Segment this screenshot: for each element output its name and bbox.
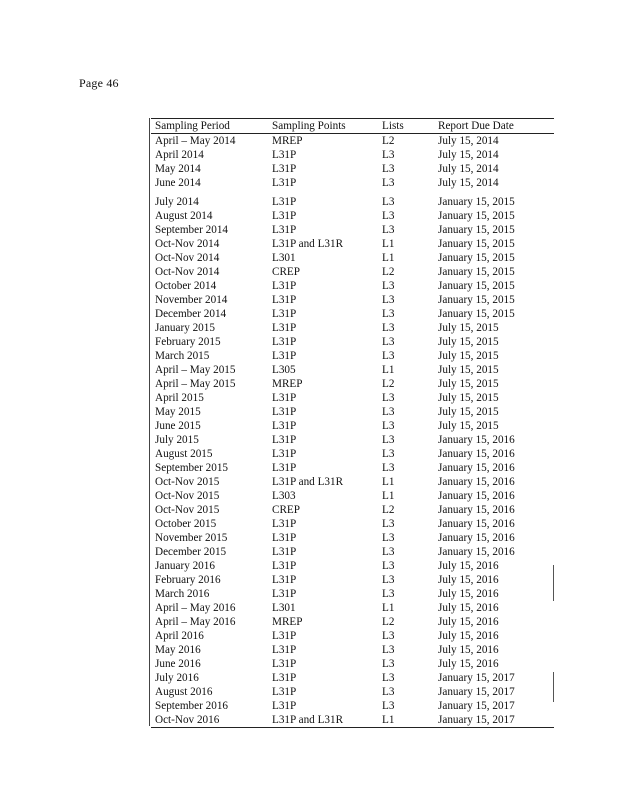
sampling-period-cell: April 2015 bbox=[155, 392, 204, 404]
report-due-date-cell: January 15, 2015 bbox=[438, 294, 515, 306]
lists-cell: L3 bbox=[382, 658, 395, 670]
report-due-date-cell: January 15, 2015 bbox=[438, 266, 515, 278]
sampling-period-cell: August 2015 bbox=[155, 448, 213, 460]
sampling-period-cell: May 2014 bbox=[155, 163, 201, 175]
lists-cell: L3 bbox=[382, 406, 395, 418]
lists-cell: L2 bbox=[382, 266, 395, 278]
lists-cell: L3 bbox=[382, 322, 395, 334]
sampling-points-cell: CREP bbox=[272, 504, 300, 516]
sampling-period-cell: August 2016 bbox=[155, 686, 213, 698]
sampling-period-cell: October 2015 bbox=[155, 518, 217, 530]
lists-cell: L1 bbox=[378, 713, 434, 728]
lists-cell: L3 bbox=[382, 644, 395, 656]
report-due-date-cell: January 15, 2016 bbox=[438, 476, 515, 488]
sampling-period-cell: December 2015 bbox=[155, 546, 227, 558]
table-row bbox=[151, 573, 554, 587]
table-row bbox=[151, 209, 554, 223]
sampling-period-cell: June 2014 bbox=[155, 177, 201, 189]
lists-cell: L3 bbox=[382, 210, 395, 222]
sampling-period-cell: July 2015 bbox=[155, 434, 199, 446]
lists-cell: L3 bbox=[382, 224, 395, 236]
table-row bbox=[151, 391, 554, 405]
table-row bbox=[151, 433, 554, 447]
report-due-date-cell: January 15, 2015 bbox=[438, 196, 515, 208]
sampling-points-cell: L31P bbox=[272, 574, 297, 586]
sampling-period-cell: April – May 2016 bbox=[155, 616, 236, 628]
report-due-date-cell: January 15, 2015 bbox=[438, 308, 515, 320]
report-due-date-cell: July 15, 2014 bbox=[438, 177, 499, 189]
lists-cell: L3 bbox=[382, 392, 395, 404]
sampling-period-cell: August 2014 bbox=[155, 210, 213, 222]
table-row bbox=[151, 587, 554, 601]
table-row bbox=[151, 629, 554, 643]
report-due-date-cell: July 15, 2014 bbox=[438, 149, 499, 161]
sampling-period-cell: April – May 2014 bbox=[155, 135, 236, 147]
header-sampling-period: Sampling Period bbox=[151, 119, 268, 134]
table-row bbox=[151, 531, 554, 545]
lists-cell: L3 bbox=[382, 196, 395, 208]
sampling-period-cell: December 2014 bbox=[155, 308, 227, 320]
sampling-points-cell: L301 bbox=[272, 252, 296, 264]
sampling-points-cell: L31P and L31R bbox=[268, 713, 378, 728]
table-row bbox=[151, 559, 554, 573]
report-due-date-cell: July 15, 2015 bbox=[438, 420, 499, 432]
table-row bbox=[151, 162, 554, 176]
report-due-date-cell: January 15, 2017 bbox=[434, 713, 554, 728]
report-due-date-cell: July 15, 2016 bbox=[438, 630, 499, 642]
header-report-due-date: Report Due Date bbox=[434, 119, 554, 134]
sampling-points-cell: MREP bbox=[272, 135, 303, 147]
sampling-period-cell: April – May 2015 bbox=[155, 378, 236, 390]
table-row bbox=[151, 447, 554, 461]
lists-cell: L3 bbox=[382, 149, 395, 161]
table-row bbox=[151, 251, 554, 265]
table-row bbox=[151, 517, 554, 531]
table-row bbox=[151, 671, 554, 685]
sampling-points-cell: L31P bbox=[272, 196, 297, 208]
sampling-period-cell: November 2015 bbox=[155, 532, 228, 544]
report-due-date-cell: January 15, 2016 bbox=[438, 434, 515, 446]
sampling-period-cell: January 2015 bbox=[155, 322, 215, 334]
report-due-date-cell: January 15, 2017 bbox=[438, 700, 515, 712]
report-due-date-cell: January 15, 2015 bbox=[438, 252, 515, 264]
report-due-date-cell: July 15, 2016 bbox=[438, 658, 499, 670]
sampling-period-cell: October 2014 bbox=[155, 280, 217, 292]
report-due-date-cell: January 15, 2017 bbox=[438, 672, 515, 684]
table-row bbox=[151, 377, 554, 391]
lists-cell: L3 bbox=[382, 163, 395, 175]
left-margin-rule bbox=[149, 118, 150, 726]
lists-cell: L3 bbox=[382, 434, 395, 446]
sampling-points-cell: L31P bbox=[272, 686, 297, 698]
sampling-points-cell: L31P bbox=[272, 700, 297, 712]
lists-cell: L3 bbox=[382, 686, 395, 698]
sampling-period-cell: April 2014 bbox=[155, 149, 204, 161]
sampling-points-cell: L31P bbox=[272, 294, 297, 306]
report-due-date-cell: January 15, 2016 bbox=[438, 504, 515, 516]
sampling-points-cell: L31P bbox=[272, 177, 297, 189]
lists-cell: L3 bbox=[382, 700, 395, 712]
sampling-points-cell: L31P and L31R bbox=[272, 238, 344, 250]
sampling-period-cell: Oct-Nov 2014 bbox=[155, 252, 220, 264]
sampling-points-cell: L31P bbox=[272, 434, 297, 446]
table-row bbox=[151, 475, 554, 489]
lists-cell: L3 bbox=[382, 336, 395, 348]
sampling-points-cell: MREP bbox=[272, 616, 303, 628]
table-row bbox=[151, 657, 554, 671]
table-header-row bbox=[151, 119, 554, 134]
lists-cell: L2 bbox=[382, 378, 395, 390]
sampling-period-cell: Oct-Nov 2015 bbox=[155, 476, 220, 488]
report-due-date-cell: January 15, 2015 bbox=[438, 280, 515, 292]
sampling-period-cell: Oct-Nov 2015 bbox=[155, 490, 220, 502]
table-row bbox=[151, 503, 554, 517]
sampling-period-cell: February 2015 bbox=[155, 336, 221, 348]
report-due-date-cell: January 15, 2015 bbox=[438, 224, 515, 236]
sampling-period-cell: June 2016 bbox=[155, 658, 201, 670]
report-due-date-cell: January 15, 2016 bbox=[438, 518, 515, 530]
table-row bbox=[151, 419, 554, 433]
lists-cell: L3 bbox=[382, 280, 395, 292]
sampling-points-cell: L31P bbox=[272, 420, 297, 432]
table-body bbox=[151, 134, 554, 728]
table-row bbox=[151, 363, 554, 377]
sampling-points-cell: L301 bbox=[272, 602, 296, 614]
sampling-points-cell: L31P bbox=[272, 462, 297, 474]
page-number: Page 46 bbox=[79, 76, 119, 90]
sampling-period-cell: September 2014 bbox=[155, 224, 229, 236]
sampling-points-cell: L31P bbox=[272, 448, 297, 460]
sampling-period-cell: March 2016 bbox=[155, 588, 210, 600]
report-due-date-cell: January 15, 2016 bbox=[438, 532, 515, 544]
report-due-date-cell: July 15, 2015 bbox=[438, 406, 499, 418]
table-row bbox=[151, 545, 554, 559]
table-row bbox=[151, 601, 554, 615]
table-row bbox=[151, 405, 554, 419]
lists-cell: L1 bbox=[382, 602, 395, 614]
table-row bbox=[151, 307, 554, 321]
sampling-points-cell: L31P bbox=[272, 149, 297, 161]
report-due-date-cell: January 15, 2016 bbox=[438, 448, 515, 460]
table-row bbox=[151, 223, 554, 237]
sampling-points-cell: L31P bbox=[272, 308, 297, 320]
sampling-period-cell: April – May 2015 bbox=[155, 364, 236, 376]
lists-cell: L3 bbox=[382, 588, 395, 600]
lists-cell: L3 bbox=[382, 532, 395, 544]
lists-cell: L1 bbox=[382, 364, 395, 376]
lists-cell: L3 bbox=[382, 420, 395, 432]
header-lists: Lists bbox=[378, 119, 434, 134]
table-row bbox=[151, 349, 554, 363]
sampling-points-cell: MREP bbox=[272, 378, 303, 390]
sampling-points-cell: L31P bbox=[272, 336, 297, 348]
sampling-points-cell: L303 bbox=[272, 490, 296, 502]
table-row bbox=[151, 685, 554, 699]
table-row bbox=[151, 461, 554, 475]
report-due-date-cell: January 15, 2016 bbox=[438, 546, 515, 558]
sampling-period-cell: May 2016 bbox=[155, 644, 201, 656]
table-row bbox=[151, 148, 554, 162]
sampling-period-cell: Oct-Nov 2014 bbox=[155, 266, 220, 278]
header-sampling-points: Sampling Points bbox=[268, 119, 378, 134]
sampling-points-cell: L31P bbox=[272, 672, 297, 684]
sampling-points-cell: L31P bbox=[272, 210, 297, 222]
sampling-period-cell: April 2016 bbox=[155, 630, 204, 642]
sampling-points-cell: L31P bbox=[272, 560, 297, 572]
lists-cell: L3 bbox=[382, 350, 395, 362]
sampling-period-cell: July 2014 bbox=[155, 196, 199, 208]
table-row bbox=[151, 489, 554, 503]
report-due-date-cell: July 15, 2016 bbox=[438, 560, 499, 572]
lists-cell: L3 bbox=[382, 294, 395, 306]
report-due-date-cell: January 15, 2016 bbox=[438, 490, 515, 502]
sampling-points-cell: CREP bbox=[272, 266, 300, 278]
table-row bbox=[151, 237, 554, 251]
lists-cell: L3 bbox=[382, 546, 395, 558]
table-row bbox=[151, 615, 554, 629]
sampling-period-cell: November 2014 bbox=[155, 294, 228, 306]
lists-cell: L3 bbox=[382, 177, 395, 189]
report-due-date-cell: July 15, 2016 bbox=[438, 644, 499, 656]
sampling-points-cell: L31P bbox=[272, 163, 297, 175]
report-due-date-cell: January 15, 2017 bbox=[438, 686, 515, 698]
sampling-points-cell: L31P bbox=[272, 588, 297, 600]
lists-cell: L3 bbox=[382, 518, 395, 530]
table-row bbox=[151, 293, 554, 307]
sampling-period-cell: January 2016 bbox=[155, 560, 215, 572]
sampling-points-cell: L31P and L31R bbox=[272, 476, 344, 488]
lists-cell: L3 bbox=[382, 560, 395, 572]
sampling-period-cell: Oct-Nov 2014 bbox=[155, 238, 220, 250]
lists-cell: L1 bbox=[382, 238, 395, 250]
report-due-date-cell: July 15, 2014 bbox=[438, 163, 499, 175]
sampling-points-cell: L31P bbox=[272, 546, 297, 558]
lists-cell: L3 bbox=[382, 448, 395, 460]
lists-cell: L3 bbox=[382, 672, 395, 684]
report-due-date-cell: July 15, 2016 bbox=[438, 602, 499, 614]
table-row bbox=[151, 190, 554, 209]
lists-cell: L1 bbox=[382, 490, 395, 502]
sampling-points-cell: L31P bbox=[272, 280, 297, 292]
sampling-points-cell: L31P bbox=[272, 644, 297, 656]
sampling-period-cell: Oct-Nov 2015 bbox=[155, 504, 220, 516]
sampling-points-cell: L31P bbox=[272, 658, 297, 670]
sampling-points-cell: L31P bbox=[272, 532, 297, 544]
table-row bbox=[151, 713, 554, 728]
report-due-date-cell: July 15, 2015 bbox=[438, 350, 499, 362]
lists-cell: L2 bbox=[382, 135, 395, 147]
sampling-points-cell: L31P bbox=[272, 630, 297, 642]
sampling-points-cell: L305 bbox=[272, 364, 296, 376]
report-due-date-cell: July 15, 2015 bbox=[438, 364, 499, 376]
lists-cell: L1 bbox=[382, 252, 395, 264]
lists-cell: L2 bbox=[382, 504, 395, 516]
report-due-date-cell: January 15, 2015 bbox=[438, 210, 515, 222]
report-due-date-cell: July 15, 2016 bbox=[438, 588, 499, 600]
report-due-date-cell: July 15, 2016 bbox=[438, 616, 499, 628]
table-row bbox=[151, 335, 554, 349]
sampling-points-cell: L31P bbox=[272, 518, 297, 530]
sampling-schedule-table bbox=[151, 118, 554, 728]
sampling-period-cell: June 2015 bbox=[155, 420, 201, 432]
sampling-period-cell: March 2015 bbox=[155, 350, 210, 362]
sampling-points-cell: L31P bbox=[272, 322, 297, 334]
table-row bbox=[151, 176, 554, 190]
sampling-period-cell: February 2016 bbox=[155, 574, 221, 586]
table-row bbox=[151, 279, 554, 293]
sampling-points-cell: L31P bbox=[272, 406, 297, 418]
lists-cell: L2 bbox=[382, 616, 395, 628]
table-row bbox=[151, 265, 554, 279]
sampling-period-cell: September 2016 bbox=[155, 700, 229, 712]
lists-cell: L1 bbox=[382, 476, 395, 488]
lists-cell: L3 bbox=[382, 574, 395, 586]
sampling-period-cell: September 2015 bbox=[155, 462, 229, 474]
report-due-date-cell: July 15, 2015 bbox=[438, 336, 499, 348]
lists-cell: L3 bbox=[382, 308, 395, 320]
report-due-date-cell: July 15, 2016 bbox=[438, 574, 499, 586]
sampling-points-cell: L31P bbox=[272, 350, 297, 362]
sampling-period-cell: Oct-Nov 2016 bbox=[151, 713, 268, 728]
report-due-date-cell: July 15, 2015 bbox=[438, 378, 499, 390]
lists-cell: L3 bbox=[382, 630, 395, 642]
table-row bbox=[151, 321, 554, 335]
sampling-period-cell: May 2015 bbox=[155, 406, 201, 418]
table-row bbox=[151, 699, 554, 713]
report-due-date-cell: July 15, 2015 bbox=[438, 322, 499, 334]
report-due-date-cell: January 15, 2016 bbox=[438, 462, 515, 474]
report-due-date-cell: January 15, 2015 bbox=[438, 238, 515, 250]
lists-cell: L3 bbox=[382, 462, 395, 474]
report-due-date-cell: July 15, 2015 bbox=[438, 392, 499, 404]
table-row bbox=[151, 134, 554, 149]
sampling-period-cell: July 2016 bbox=[155, 672, 199, 684]
table-row bbox=[151, 643, 554, 657]
report-due-date-cell: July 15, 2014 bbox=[438, 135, 499, 147]
sampling-period-cell: April – May 2016 bbox=[155, 602, 236, 614]
sampling-points-cell: L31P bbox=[272, 224, 297, 236]
sampling-points-cell: L31P bbox=[272, 392, 297, 404]
